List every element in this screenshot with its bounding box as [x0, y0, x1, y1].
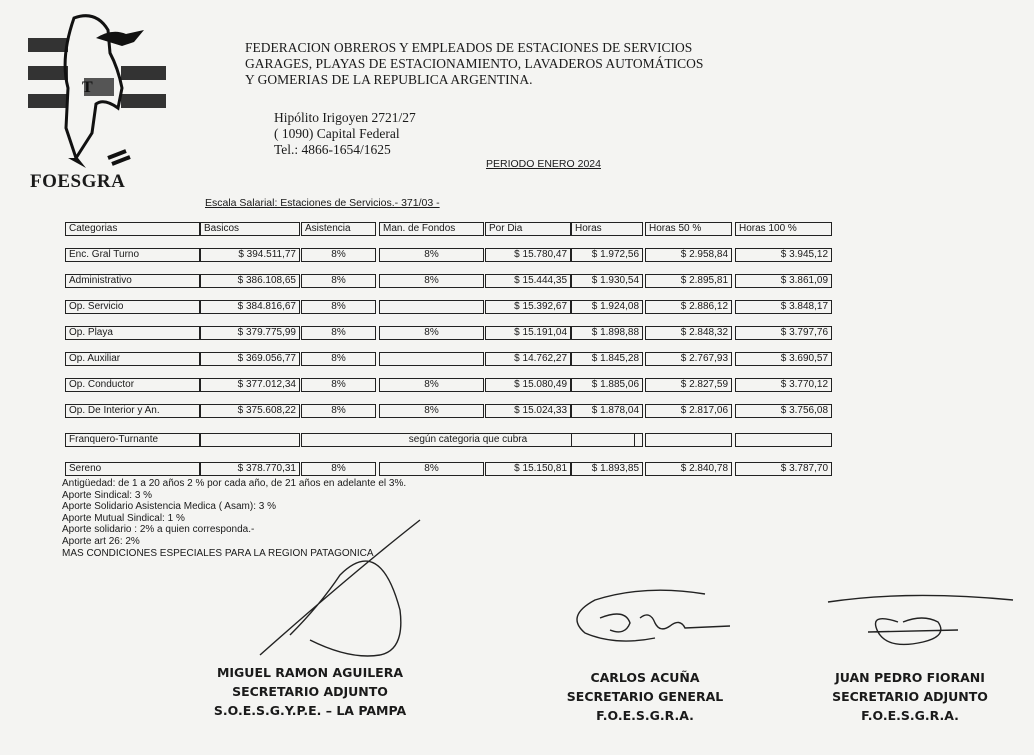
table-cell: 8% — [301, 352, 376, 366]
table-cell: 8% — [301, 462, 376, 476]
table-cell: $ 1.972,56 — [571, 248, 643, 262]
signatory-role: SECRETARIO ADJUNTO — [832, 689, 988, 704]
table-cell: $ 1.893,85 — [571, 462, 643, 476]
signatory-3 — [795, 668, 1025, 725]
table-cell: $ 378.770,31 — [200, 462, 300, 476]
table-cell: $ 3.797,76 — [735, 326, 832, 340]
table-header-cell: Horas 100 % — [735, 222, 832, 236]
table-cell: $ 3.770,12 — [735, 378, 832, 392]
period-title: PERIODO ENERO 2024 — [486, 158, 601, 170]
signature-acuna — [555, 588, 735, 653]
table-header-cell: Man. de Fondos — [379, 222, 484, 236]
table-cell: $ 2.767,93 — [645, 352, 732, 366]
address-line-2: ( 1090) Capital Federal — [274, 126, 400, 141]
table-cell: 8% — [301, 274, 376, 288]
signatory-name: CARLOS ACUÑA — [590, 670, 700, 685]
org-line-3: Y GOMERIAS DE LA REPUBLICA ARGENTINA. — [245, 72, 533, 87]
signatory-role: SECRETARIO ADJUNTO — [232, 684, 388, 699]
table-cell: $ 2.886,12 — [645, 300, 732, 314]
table-cell: $ 1.924,08 — [571, 300, 643, 314]
table-cell: Op. Conductor — [65, 378, 200, 392]
table-header-cell: Asistencia — [301, 222, 376, 236]
table-cell: $ 15.080,49 — [485, 378, 571, 392]
table-cell: $ 2.840,78 — [645, 462, 732, 476]
table-cell: 8% — [379, 326, 484, 340]
org-line-1: FEDERACION OBREROS Y EMPLEADOS DE ESTACIONES DE SERVICIOS — [245, 40, 693, 55]
table-cell — [645, 433, 732, 447]
table-cell: 8% — [379, 274, 484, 288]
foesgra-logo-icon — [26, 8, 166, 178]
org-line-2: GARAGES, PLAYAS DE ESTACIONAMIENTO, LAVADEROS AUTOMÁTICOS — [245, 56, 704, 71]
svg-text:T: T — [82, 79, 93, 96]
signatory-org: S.O.E.S.G.Y.P.E. – LA PAMPA — [213, 703, 407, 718]
signatory-org: F.O.E.S.G.R.A. — [861, 708, 959, 723]
signature-aguilera — [230, 515, 430, 660]
note-line: Aporte Mutual Sindical: 1 % — [62, 512, 185, 524]
table-cell: $ 15.024,33 — [485, 404, 571, 418]
table-header-cell: Por Dia — [485, 222, 571, 236]
logo-name: FOESGRA — [30, 171, 126, 192]
table-cell: $ 3.787,70 — [735, 462, 832, 476]
table-cell: 8% — [379, 248, 484, 262]
table-cell: $ 15.780,47 — [485, 248, 571, 262]
table-header-cell: Horas — [571, 222, 643, 236]
table-cell: $ 14.762,27 — [485, 352, 571, 366]
signatory-2 — [530, 668, 760, 725]
table-cell: $ 3.861,09 — [735, 274, 832, 288]
table-cell: $ 2.958,84 — [645, 248, 732, 262]
address-line-3: Tel.: 4866-1654/1625 — [274, 142, 391, 157]
table-cell: $ 3.756,08 — [735, 404, 832, 418]
table-cell: $ 1.878,04 — [571, 404, 643, 418]
table-cell: 8% — [379, 404, 484, 418]
table-cell: $ 369.056,77 — [200, 352, 300, 366]
table-cell: 8% — [301, 300, 376, 314]
address-line-1: Hipólito Irigoyen 2721/27 — [274, 110, 416, 125]
table-header-cell: Categorias — [65, 222, 200, 236]
signatory-role: SECRETARIO GENERAL — [566, 689, 724, 704]
table-header-cell: Basicos — [200, 222, 300, 236]
table-cell: $ 2.827,59 — [645, 378, 732, 392]
table-cell: $ 2.895,81 — [645, 274, 732, 288]
table-cell: $ 379.775,99 — [200, 326, 300, 340]
table-cell: $ 2.817,06 — [645, 404, 732, 418]
note-line: Aporte Sindical: 3 % — [62, 489, 153, 501]
table-cell: 8% — [379, 378, 484, 392]
table-cell: $ 386.108,65 — [200, 274, 300, 288]
table-cell — [735, 433, 832, 447]
table-cell — [379, 352, 484, 366]
org-name — [245, 40, 703, 88]
table-cell: $ 384.816,67 — [200, 300, 300, 314]
table-cell — [200, 433, 300, 447]
signatory-org: F.O.E.S.G.R.A. — [596, 708, 694, 723]
note-line: Aporte Solidario Asistencia Medica ( Asam): 3 % — [62, 501, 276, 513]
table-cell: Op. Playa — [65, 326, 200, 340]
note-line: MAS CONDICIONES ESPECIALES PARA LA REGION PATAGONICA — [62, 547, 374, 559]
table-cell: $ 2.848,32 — [645, 326, 732, 340]
table-cell: $ 15.444,35 — [485, 274, 571, 288]
table-note-cell: según categoria que cubra — [301, 433, 635, 447]
table-cell: $ 1.930,54 — [571, 274, 643, 288]
table-cell: $ 15.392,67 — [485, 300, 571, 314]
table-cell: Op. Auxiliar — [65, 352, 200, 366]
signatory-1 — [190, 663, 430, 720]
note-line: Aporte solidario : 2% a quien corresponda.- — [62, 524, 255, 536]
signatory-name: MIGUEL RAMON AGUILERA — [216, 665, 404, 680]
table-cell: $ 394.511,77 — [200, 248, 300, 262]
table-cell — [379, 300, 484, 314]
table-cell: $ 3.690,57 — [735, 352, 832, 366]
table-cell: 8% — [301, 248, 376, 262]
table-cell: 8% — [301, 378, 376, 392]
table-cell: $ 375.608,22 — [200, 404, 300, 418]
table-header-cell: Horas 50 % — [645, 222, 732, 236]
table-cell: $ 15.150,81 — [485, 462, 571, 476]
table-cell: Enc. Gral Turno — [65, 248, 200, 262]
table-cell: $ 3.848,17 — [735, 300, 832, 314]
table-title: Escala Salarial: Estaciones de Servicios.- 371/03 - — [205, 197, 440, 209]
note-line: Antigüedad: de 1 a 20 años 2 % por cada año, de 21 años en adelante el 3%. — [62, 478, 407, 489]
table-cell: $ 3.945,12 — [735, 248, 832, 262]
note-line: Aporte art 26: 2% — [62, 535, 140, 547]
table-cell: 8% — [301, 326, 376, 340]
table-cell: Sereno — [65, 462, 200, 476]
signature-fiorani — [828, 592, 1018, 652]
table-cell: Op. De Interior y An. — [65, 404, 200, 418]
table-cell: $ 15.191,04 — [485, 326, 571, 340]
table-cell: Franquero-Turnante — [65, 433, 200, 447]
table-cell: $ 1.885,06 — [571, 378, 643, 392]
table-cell: Administrativo — [65, 274, 200, 288]
table-cell: Op. Servicio — [65, 300, 200, 314]
signatory-name: JUAN PEDRO FIORANI — [835, 670, 985, 685]
table-cell: 8% — [301, 404, 376, 418]
table-cell: 8% — [379, 462, 484, 476]
table-cell: $ 377.012,34 — [200, 378, 300, 392]
address — [274, 110, 416, 158]
table-cell: $ 1.845,28 — [571, 352, 643, 366]
table-cell — [571, 433, 643, 447]
table-cell: $ 1.898,88 — [571, 326, 643, 340]
